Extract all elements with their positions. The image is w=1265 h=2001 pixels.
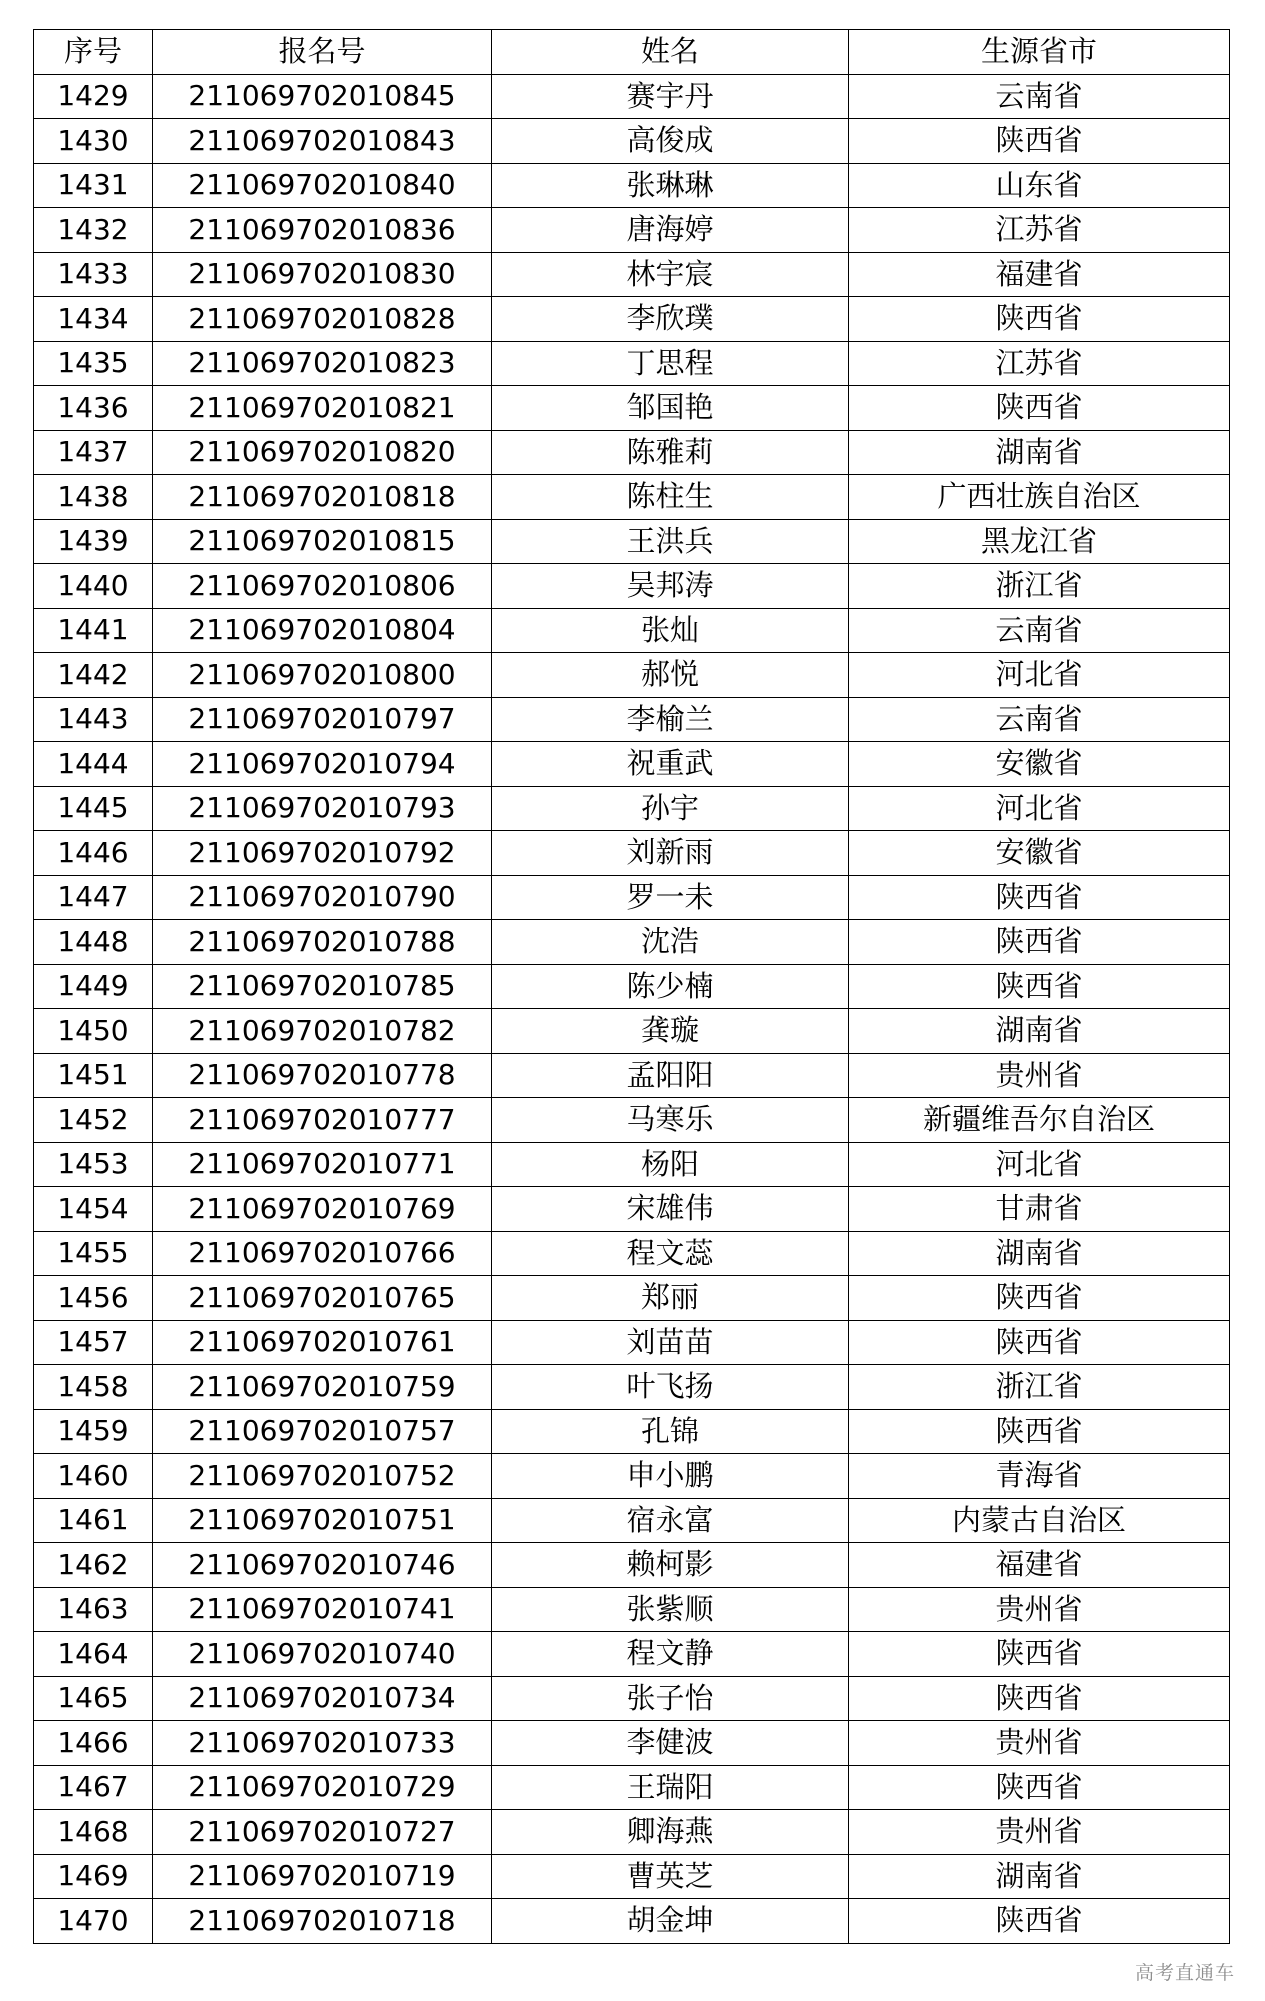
table-row	[34, 608, 1230, 653]
table-row	[34, 475, 1230, 520]
table-row	[34, 1409, 1230, 1454]
cell-registration-no: 211069702010765	[153, 1276, 492, 1321]
cell-index: 1454	[34, 1187, 153, 1232]
cell-registration-no: 211069702010741	[153, 1587, 492, 1632]
table-row	[34, 341, 1230, 386]
cell-province: 浙江省	[849, 1365, 1230, 1410]
cell-registration-no: 211069702010734	[153, 1676, 492, 1721]
cell-province: 内蒙古自治区	[849, 1498, 1230, 1543]
cell-index: 1432	[34, 208, 153, 253]
cell-province: 湖南省	[849, 1854, 1230, 1899]
table-row	[34, 1142, 1230, 1187]
cell-name: 罗一未	[492, 875, 849, 920]
cell-province: 安徽省	[849, 831, 1230, 876]
cell-registration-no: 211069702010788	[153, 920, 492, 965]
cell-index: 1445	[34, 786, 153, 831]
table-row	[34, 1676, 1230, 1721]
cell-province: 安徽省	[849, 742, 1230, 787]
cell-index: 1467	[34, 1765, 153, 1810]
cell-index: 1433	[34, 252, 153, 297]
cell-name: 王瑞阳	[492, 1765, 849, 1810]
cell-province: 陕西省	[849, 1899, 1230, 1944]
cell-index: 1465	[34, 1676, 153, 1721]
cell-name: 杨阳	[492, 1142, 849, 1187]
cell-registration-no: 211069702010740	[153, 1632, 492, 1677]
table-row	[34, 742, 1230, 787]
cell-province: 贵州省	[849, 1810, 1230, 1855]
cell-province: 福建省	[849, 252, 1230, 297]
header-province: 生源省市	[849, 30, 1230, 75]
table-row	[34, 786, 1230, 831]
cell-registration-no: 211069702010828	[153, 297, 492, 342]
cell-province: 河北省	[849, 1142, 1230, 1187]
table-row	[34, 208, 1230, 253]
cell-index: 1450	[34, 1009, 153, 1054]
table-row	[34, 1231, 1230, 1276]
table-row	[34, 1187, 1230, 1232]
table-row	[34, 653, 1230, 698]
cell-name: 林宇宸	[492, 252, 849, 297]
cell-index: 1453	[34, 1142, 153, 1187]
cell-registration-no: 211069702010771	[153, 1142, 492, 1187]
cell-name: 沈浩	[492, 920, 849, 965]
cell-name: 刘苗苗	[492, 1320, 849, 1365]
cell-registration-no: 211069702010785	[153, 964, 492, 1009]
cell-province: 江苏省	[849, 341, 1230, 386]
cell-province: 湖南省	[849, 430, 1230, 475]
table-row	[34, 163, 1230, 208]
cell-registration-no: 211069702010823	[153, 341, 492, 386]
cell-index: 1430	[34, 119, 153, 164]
cell-name: 郑丽	[492, 1276, 849, 1321]
cell-name: 马寒乐	[492, 1098, 849, 1143]
table-row	[34, 1498, 1230, 1543]
table-row	[34, 1098, 1230, 1143]
cell-registration-no: 211069702010840	[153, 163, 492, 208]
cell-index: 1437	[34, 430, 153, 475]
cell-name: 孙宇	[492, 786, 849, 831]
cell-registration-no: 211069702010782	[153, 1009, 492, 1054]
cell-province: 陕西省	[849, 1409, 1230, 1454]
cell-index: 1439	[34, 519, 153, 564]
cell-registration-no: 211069702010733	[153, 1721, 492, 1766]
table-row	[34, 1276, 1230, 1321]
cell-registration-no: 211069702010729	[153, 1765, 492, 1810]
cell-province: 河北省	[849, 786, 1230, 831]
cell-index: 1452	[34, 1098, 153, 1143]
cell-index: 1456	[34, 1276, 153, 1321]
cell-name: 张子怡	[492, 1676, 849, 1721]
cell-name: 李榆兰	[492, 697, 849, 742]
cell-index: 1457	[34, 1320, 153, 1365]
cell-name: 高俊成	[492, 119, 849, 164]
table-row	[34, 1365, 1230, 1410]
cell-registration-no: 211069702010793	[153, 786, 492, 831]
cell-name: 李欣璞	[492, 297, 849, 342]
cell-province: 江苏省	[849, 208, 1230, 253]
admission-roster-table	[33, 29, 1230, 1944]
cell-name: 曹英芝	[492, 1854, 849, 1899]
cell-name: 陈少楠	[492, 964, 849, 1009]
cell-index: 1449	[34, 964, 153, 1009]
cell-province: 陕西省	[849, 1765, 1230, 1810]
cell-registration-no: 211069702010752	[153, 1454, 492, 1499]
cell-name: 祝重武	[492, 742, 849, 787]
cell-registration-no: 211069702010818	[153, 475, 492, 520]
cell-registration-no: 211069702010794	[153, 742, 492, 787]
cell-registration-no: 211069702010766	[153, 1231, 492, 1276]
cell-name: 孔锦	[492, 1409, 849, 1454]
cell-registration-no: 211069702010820	[153, 430, 492, 475]
table-row	[34, 119, 1230, 164]
cell-name: 刘新雨	[492, 831, 849, 876]
cell-index: 1466	[34, 1721, 153, 1766]
header-index: 序号	[34, 30, 153, 75]
table-row	[34, 297, 1230, 342]
cell-index: 1442	[34, 653, 153, 698]
cell-province: 新疆维吾尔自治区	[849, 1098, 1230, 1143]
cell-index: 1431	[34, 163, 153, 208]
cell-name: 申小鹏	[492, 1454, 849, 1499]
cell-registration-no: 211069702010836	[153, 208, 492, 253]
cell-name: 张灿	[492, 608, 849, 653]
cell-province: 陕西省	[849, 920, 1230, 965]
cell-index: 1463	[34, 1587, 153, 1632]
cell-province: 甘肃省	[849, 1187, 1230, 1232]
cell-registration-no: 211069702010800	[153, 653, 492, 698]
cell-index: 1429	[34, 74, 153, 119]
cell-index: 1447	[34, 875, 153, 920]
cell-name: 卿海燕	[492, 1810, 849, 1855]
cell-index: 1460	[34, 1454, 153, 1499]
cell-name: 陈雅莉	[492, 430, 849, 475]
cell-name: 宿永富	[492, 1498, 849, 1543]
table-row	[34, 964, 1230, 1009]
cell-index: 1448	[34, 920, 153, 965]
cell-registration-no: 211069702010769	[153, 1187, 492, 1232]
table-row	[34, 1632, 1230, 1677]
cell-province: 贵州省	[849, 1587, 1230, 1632]
header-registration-no: 报名号	[153, 30, 492, 75]
cell-province: 湖南省	[849, 1231, 1230, 1276]
cell-name: 孟阳阳	[492, 1053, 849, 1098]
cell-name: 叶飞扬	[492, 1365, 849, 1410]
cell-index: 1462	[34, 1543, 153, 1588]
cell-registration-no: 211069702010746	[153, 1543, 492, 1588]
cell-name: 张紫顺	[492, 1587, 849, 1632]
cell-index: 1468	[34, 1810, 153, 1855]
cell-registration-no: 211069702010806	[153, 564, 492, 609]
cell-index: 1451	[34, 1053, 153, 1098]
table-row	[34, 519, 1230, 564]
cell-registration-no: 211069702010751	[153, 1498, 492, 1543]
cell-registration-no: 211069702010792	[153, 831, 492, 876]
cell-index: 1458	[34, 1365, 153, 1410]
cell-name: 程文静	[492, 1632, 849, 1677]
cell-index: 1434	[34, 297, 153, 342]
table-row	[34, 564, 1230, 609]
cell-name: 王洪兵	[492, 519, 849, 564]
cell-province: 陕西省	[849, 1676, 1230, 1721]
cell-name: 胡金坤	[492, 1899, 849, 1944]
cell-province: 陕西省	[849, 1632, 1230, 1677]
cell-province: 陕西省	[849, 875, 1230, 920]
cell-index: 1464	[34, 1632, 153, 1677]
cell-registration-no: 211069702010815	[153, 519, 492, 564]
table-row	[34, 1587, 1230, 1632]
table-header-row	[34, 30, 1230, 75]
table-row	[34, 1765, 1230, 1810]
cell-province: 青海省	[849, 1454, 1230, 1499]
cell-index: 1461	[34, 1498, 153, 1543]
cell-name: 唐海婷	[492, 208, 849, 253]
table-row	[34, 1009, 1230, 1054]
cell-index: 1438	[34, 475, 153, 520]
cell-registration-no: 211069702010821	[153, 386, 492, 431]
watermark-text: 高考直通车	[1134, 1962, 1235, 1984]
cell-registration-no: 211069702010727	[153, 1810, 492, 1855]
cell-name: 丁思程	[492, 341, 849, 386]
table-row	[34, 74, 1230, 119]
cell-index: 1446	[34, 831, 153, 876]
cell-province: 黑龙江省	[849, 519, 1230, 564]
cell-index: 1436	[34, 386, 153, 431]
table-row	[34, 1543, 1230, 1588]
table-row	[34, 1721, 1230, 1766]
cell-registration-no: 211069702010845	[153, 74, 492, 119]
table-row	[34, 1854, 1230, 1899]
cell-province: 陕西省	[849, 297, 1230, 342]
table-row	[34, 697, 1230, 742]
cell-province: 浙江省	[849, 564, 1230, 609]
header-name: 姓名	[492, 30, 849, 75]
cell-registration-no: 211069702010797	[153, 697, 492, 742]
cell-province: 云南省	[849, 608, 1230, 653]
cell-name: 宋雄伟	[492, 1187, 849, 1232]
cell-province: 山东省	[849, 163, 1230, 208]
cell-name: 吴邦涛	[492, 564, 849, 609]
cell-name: 张琳琳	[492, 163, 849, 208]
cell-province: 湖南省	[849, 1009, 1230, 1054]
cell-name: 龚璇	[492, 1009, 849, 1054]
cell-index: 1459	[34, 1409, 153, 1454]
table-row	[34, 831, 1230, 876]
table-row	[34, 1320, 1230, 1365]
cell-registration-no: 211069702010843	[153, 119, 492, 164]
table-row	[34, 1899, 1230, 1944]
cell-registration-no: 211069702010777	[153, 1098, 492, 1143]
cell-registration-no: 211069702010778	[153, 1053, 492, 1098]
cell-name: 赛宇丹	[492, 74, 849, 119]
cell-province: 贵州省	[849, 1053, 1230, 1098]
cell-registration-no: 211069702010761	[153, 1320, 492, 1365]
cell-name: 李健波	[492, 1721, 849, 1766]
cell-province: 河北省	[849, 653, 1230, 698]
cell-index: 1455	[34, 1231, 153, 1276]
cell-province: 陕西省	[849, 119, 1230, 164]
cell-registration-no: 211069702010718	[153, 1899, 492, 1944]
table-row	[34, 1810, 1230, 1855]
cell-province: 陕西省	[849, 964, 1230, 1009]
cell-index: 1470	[34, 1899, 153, 1944]
cell-name: 陈柱生	[492, 475, 849, 520]
cell-province: 陕西省	[849, 386, 1230, 431]
table-row	[34, 1053, 1230, 1098]
cell-index: 1441	[34, 608, 153, 653]
cell-province: 福建省	[849, 1543, 1230, 1588]
cell-registration-no: 211069702010790	[153, 875, 492, 920]
table-row	[34, 1454, 1230, 1499]
cell-registration-no: 211069702010804	[153, 608, 492, 653]
table-body	[34, 74, 1230, 1943]
cell-province: 陕西省	[849, 1276, 1230, 1321]
table-row	[34, 386, 1230, 431]
table-row	[34, 875, 1230, 920]
cell-index: 1469	[34, 1854, 153, 1899]
cell-registration-no: 211069702010757	[153, 1409, 492, 1454]
cell-name: 郝悦	[492, 653, 849, 698]
cell-index: 1443	[34, 697, 153, 742]
cell-registration-no: 211069702010759	[153, 1365, 492, 1410]
table-row	[34, 252, 1230, 297]
cell-province: 贵州省	[849, 1721, 1230, 1766]
cell-province: 云南省	[849, 697, 1230, 742]
cell-index: 1444	[34, 742, 153, 787]
cell-name: 程文蕊	[492, 1231, 849, 1276]
cell-registration-no: 211069702010719	[153, 1854, 492, 1899]
cell-index: 1440	[34, 564, 153, 609]
cell-index: 1435	[34, 341, 153, 386]
cell-name: 邹国艳	[492, 386, 849, 431]
cell-province: 陕西省	[849, 1320, 1230, 1365]
cell-province: 广西壮族自治区	[849, 475, 1230, 520]
table-row	[34, 430, 1230, 475]
cell-name: 赖柯影	[492, 1543, 849, 1588]
table-row	[34, 920, 1230, 965]
cell-province: 云南省	[849, 74, 1230, 119]
cell-registration-no: 211069702010830	[153, 252, 492, 297]
